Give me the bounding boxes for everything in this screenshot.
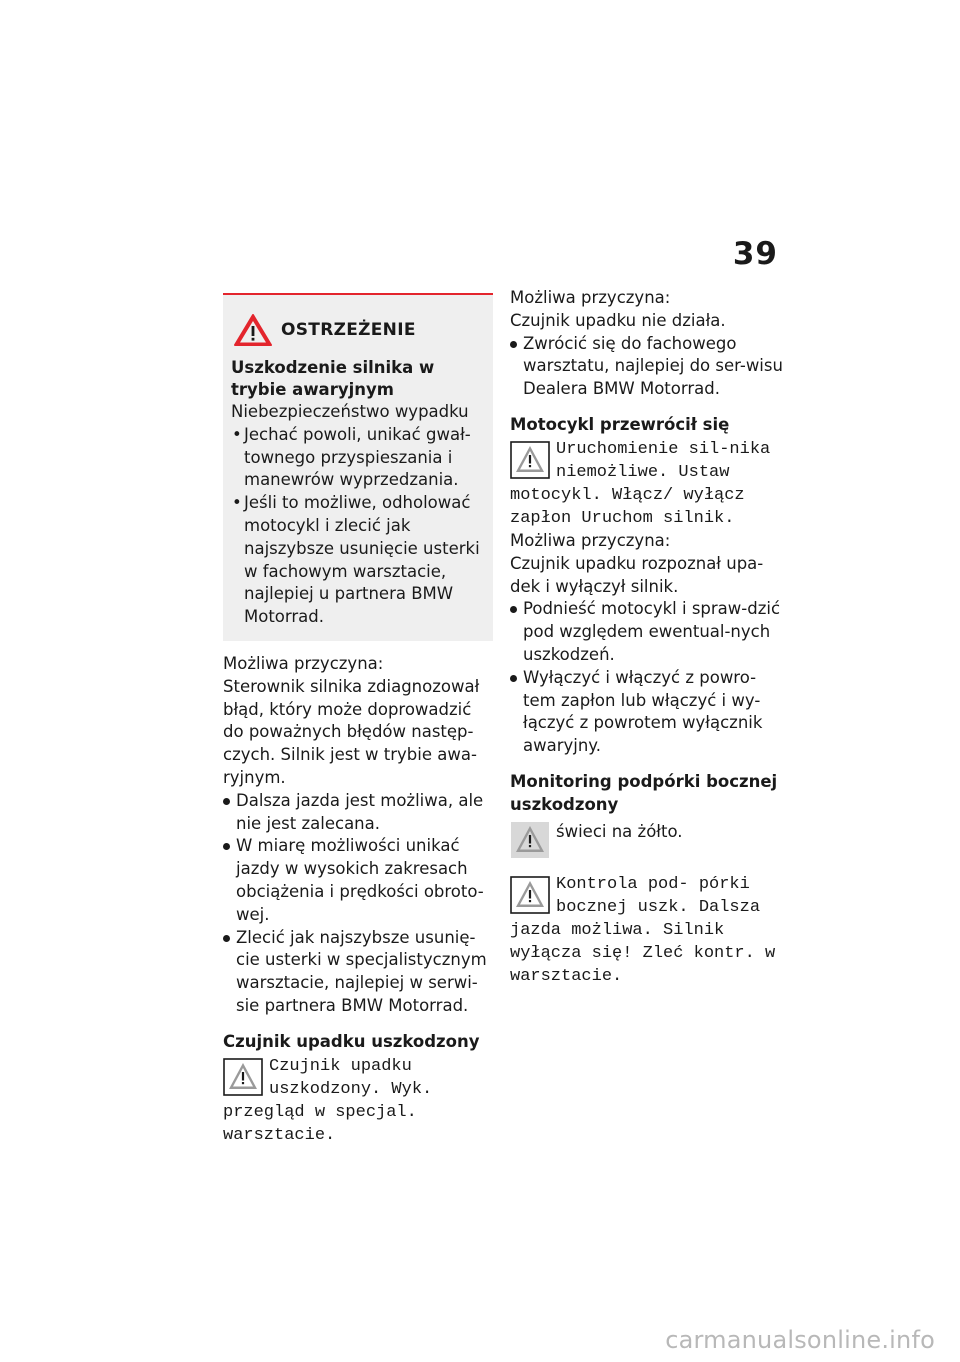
warning-triangle-icon	[233, 313, 273, 347]
section-title-fall-sensor: Czujnik upadku uszkodzony	[223, 1031, 480, 1051]
cause-text: Sterownik silnika zdiagnozował błąd, który może doprowadzić do poważnych błędów następ-czych. Silnik jest w trybie awa-ryjnym.	[223, 676, 480, 787]
display-warning-icon	[223, 1058, 263, 1096]
display-warning-icon	[510, 876, 550, 914]
cause-text: Czujnik upadku rozpoznał upa-dek i wyłączył silnik.	[510, 553, 764, 596]
display-message	[223, 1055, 493, 1147]
watermark: carmanualsonline.info	[665, 1326, 935, 1354]
display-message-text: Czujnik upadku uszkodzony. Wyk. przegląd w specjal. warsztacie.	[223, 1056, 433, 1145]
list-item: • Jeśli to możliwe, odholować motocykl i zlecić jak najszybsze usunięcie usterki w fachowym warsztacie, najlepiej u partnera BMW Motorrad.	[231, 492, 485, 629]
yellow-warning-light-icon	[510, 821, 550, 859]
display-message-text: Kontrola pod- pórki bocznej uszk. Dalsza jazda możliwa. Silnik wyłącza się! Zleć kontr. w warsztacie.	[510, 874, 776, 986]
list-item: Zlecić jak najszybsze usunię-cie usterki w specjalistycznym warsztacie, najlepiej w serwi-sie partnera BMW Motorrad.	[223, 927, 493, 1018]
display-message	[510, 438, 785, 530]
indicator-light-text: świeci na żółto.	[556, 821, 683, 841]
page-number: 39	[732, 236, 778, 272]
warning-list	[231, 424, 485, 629]
list-item: Dalsza jazda jest możliwa, ale nie jest zalecana.	[223, 790, 493, 836]
tipped-over-actions-list	[510, 598, 785, 758]
left-column	[223, 293, 493, 1147]
warning-title: OSTRZEŻENIE	[281, 320, 416, 340]
warning-header	[233, 313, 485, 347]
cause-text: Czujnik upadku nie działa.	[510, 310, 726, 330]
cause-label: Możliwa przyczyna:	[510, 288, 671, 307]
list-item: Podnieść motocykl i spraw-dzić pod względem ewentual-nych uszkodzeń.	[510, 598, 785, 666]
engine-actions-list	[223, 790, 493, 1018]
cause-label: Możliwa przyczyna:	[223, 653, 384, 673]
list-item: Zwrócić się do fachowego warsztatu, najlepiej do ser-wisu Dealera BMW Motorrad.	[510, 333, 785, 401]
fall-sensor-actions-list	[510, 333, 785, 401]
list-item: • Jechać powoli, unikać gwał-townego przyspieszania i manewrów wyprzedzania.	[231, 424, 485, 492]
section-title-tipped-over: Motocykl przewrócił się	[510, 414, 730, 434]
list-item: Wyłączyć i włączyć z powro-tem zapłon lub włączyć i wy-łączyć z powrotem wyłącznik awaryjny.	[510, 667, 785, 758]
indicator-light-row	[510, 818, 785, 861]
display-warning-icon	[510, 441, 550, 479]
warning-subheading: Niebezpieczeństwo wypadku	[231, 402, 469, 421]
right-column	[510, 287, 785, 988]
section-title-sidestand: Monitoring podpórki bocznej uszkodzony	[510, 771, 778, 814]
list-item: W miarę możliwości unikać jazdy w wysokich zakresach obciążenia i prędkości obroto-wej.	[223, 835, 493, 926]
display-message-text: Uruchomienie sil-nika niemożliwe. Ustaw motocykl. Włącz/ wyłącz zapłon Uruchom silnik.	[510, 439, 771, 528]
display-message	[510, 873, 785, 988]
warning-heading: Uszkodzenie silnika w trybie awaryjnym	[231, 358, 435, 399]
warning-box	[223, 293, 493, 641]
cause-label: Możliwa przyczyna:	[510, 530, 671, 550]
